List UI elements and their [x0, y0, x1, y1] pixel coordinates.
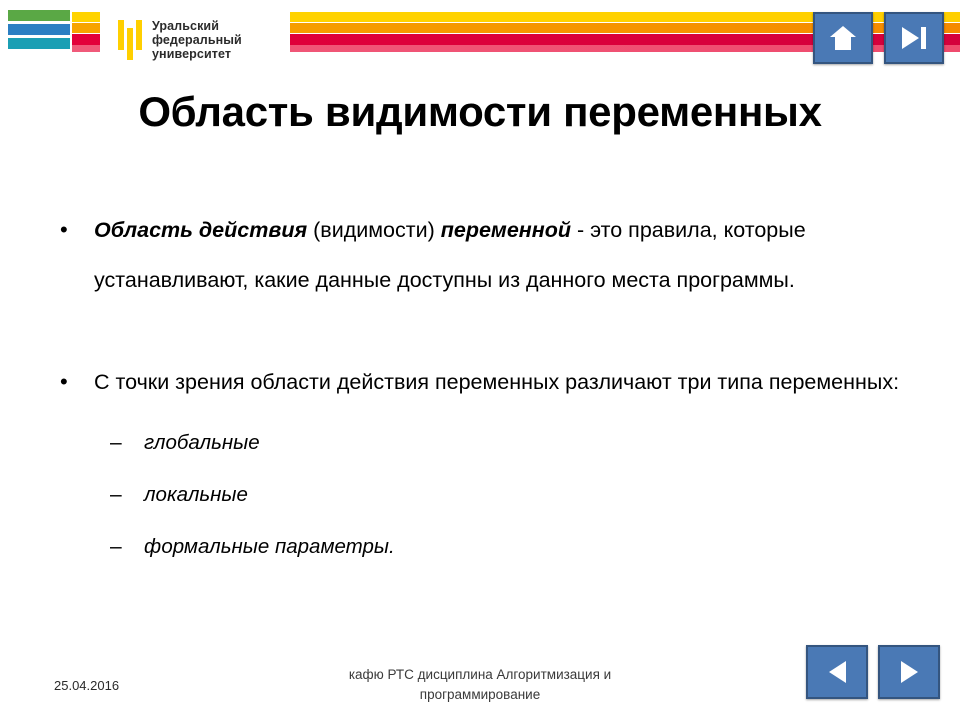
slide-footer-text: [300, 665, 660, 705]
sub-bullet-text-1: глобальные: [144, 431, 260, 454]
bullet-text-1: [94, 218, 806, 292]
slide-content: [52, 205, 912, 573]
next-slide-button[interactable]: [878, 645, 940, 699]
urfu-logo: [118, 12, 288, 68]
sub-bullet-item-3: [52, 521, 912, 573]
slide-date: 25.04.2016: [54, 678, 120, 693]
bullet-emphasis-1: Область действия: [94, 218, 308, 242]
bullet-marker: •: [60, 217, 68, 242]
bullet-emphasis-2: переменной: [440, 218, 572, 242]
bullet-item-1: [52, 205, 912, 305]
footer-line-2: программирование: [419, 687, 541, 702]
play-left-icon: [829, 661, 846, 683]
footer-line-1: кафю РТС дисциплина Алгоритмизация и: [348, 667, 612, 682]
bullet-marker: •: [60, 369, 68, 394]
header-bar-teal: [8, 38, 70, 49]
sub-bullet-marker: –: [110, 431, 122, 454]
slide-header-banner: [0, 0, 960, 78]
content-spacer: [52, 315, 912, 357]
logo-line-2: федеральный: [152, 33, 242, 47]
sub-bullet-marker: –: [110, 483, 122, 506]
sub-bullet-item-2: [52, 469, 912, 521]
bullet-plain-1: (видимости): [307, 218, 441, 242]
sub-bullet-text-2: локальные: [144, 483, 248, 506]
home-button[interactable]: [813, 12, 873, 64]
previous-slide-button[interactable]: [806, 645, 868, 699]
logo-line-3: университет: [152, 47, 232, 61]
home-icon: [830, 26, 856, 50]
urfu-logo-icon: [118, 20, 144, 60]
logo-line-1: Уральский: [152, 19, 219, 33]
header-bar-blue: [8, 24, 70, 35]
play-right-icon: [901, 661, 918, 683]
sub-bullet-item-1: [52, 417, 912, 469]
bullet-plain-2: - это правила, которые устанавливают, какие данные доступны из данного места программы.: [94, 218, 806, 292]
sub-bullet-marker: –: [110, 535, 122, 558]
logo-text: [152, 19, 242, 61]
bullet-item-2: [52, 357, 912, 407]
sub-bullet-text-3: формальные параметры.: [144, 535, 395, 558]
header-bar-green: [8, 10, 70, 21]
bullet-text-2: С точки зрения области действия переменных различают три типа переменных:: [94, 370, 900, 394]
last-slide-button[interactable]: [884, 12, 944, 64]
page-title: Область видимости переменных: [138, 88, 822, 135]
skip-forward-icon: [902, 27, 926, 49]
